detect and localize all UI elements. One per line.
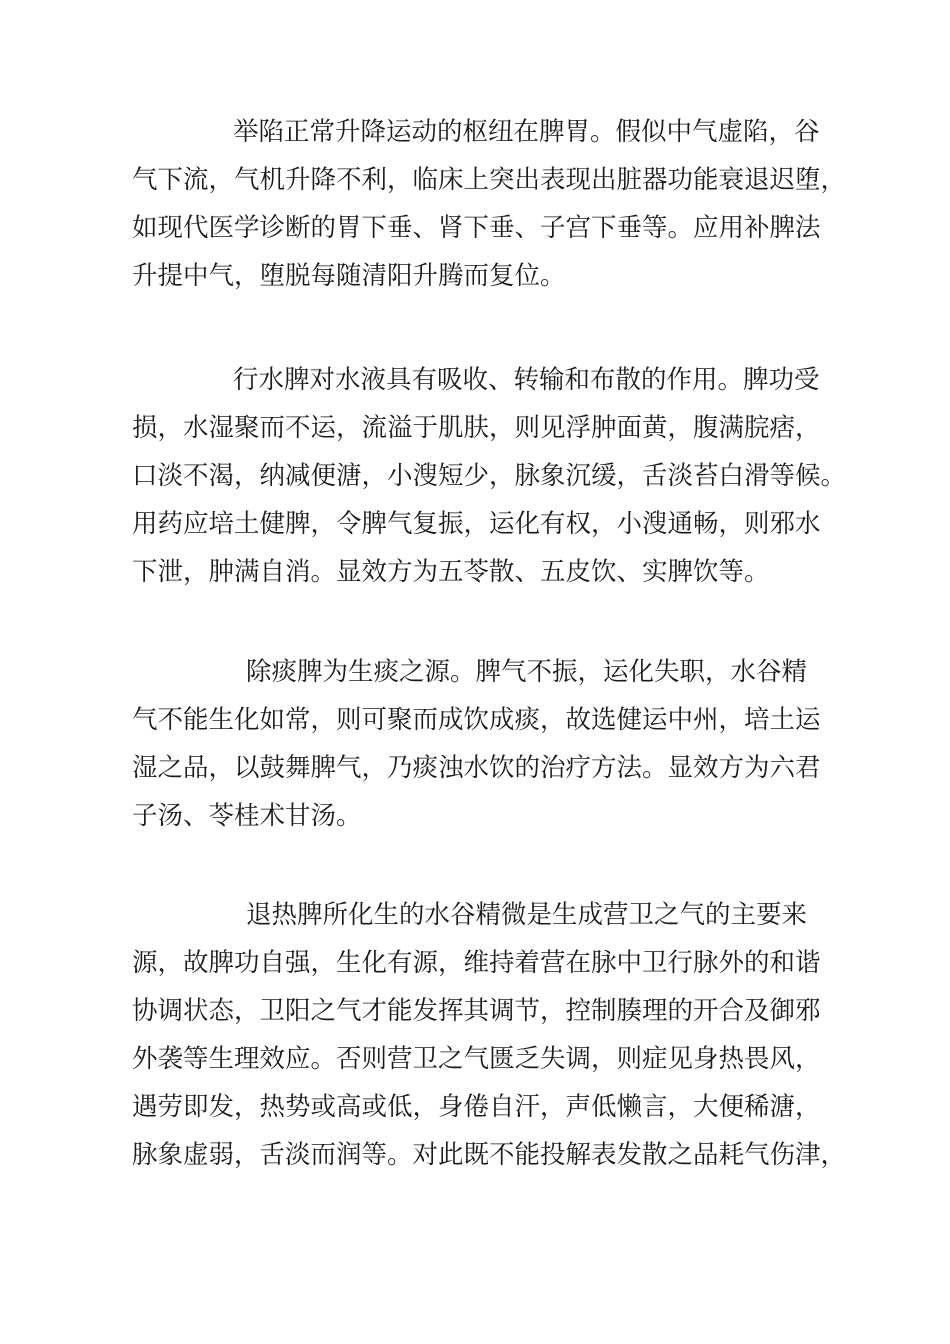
- text-line: 用药应培土健脾，令脾气复振，运化有权，小溲通畅，则邪水: [132, 509, 821, 539]
- text-line: 除痰脾为生痰之源。脾气不振，运化失职，水谷精: [246, 657, 808, 687]
- paragraph-remove-phlegm: [132, 648, 821, 840]
- paragraph-lift-prolapse: [132, 108, 846, 300]
- text-line: 子汤、苓桂术甘汤。: [132, 801, 362, 831]
- text-line: 升提中气，堕脱每随清阳升腾而复位。: [132, 261, 566, 291]
- text-line: 下泄，肿满自消。显效方为五苓散、五皮饮、实脾饮等。: [132, 557, 770, 587]
- text-line: 损，水湿聚而不运，流溢于肌肤，则见浮肿面黄，腹满脘痞，: [132, 413, 821, 443]
- text-line: 外袭等生理效应。否则营卫之气匮乏失调，则症见身热畏风，: [132, 1044, 821, 1074]
- text-line: 湿之品，以鼓舞脾气，乃痰浊水饮的治疗方法。显效方为六君: [132, 753, 821, 783]
- text-line: 遇劳即发，热势或高或低，身倦自汗，声低懒言，大便稀溏，: [132, 1092, 821, 1122]
- text-line: 如现代医学诊断的胃下垂、肾下垂、子宫下垂等。应用补脾法: [132, 213, 821, 243]
- text-line: 退热脾所化生的水谷精微是生成营卫之气的主要来: [246, 900, 808, 930]
- text-line: 口淡不渴，纳减便溏，小溲短少，脉象沉缓，舌淡苔白滑等候。: [132, 461, 847, 491]
- paragraph-reduce-fever: [132, 891, 846, 1179]
- text-line: 行水脾对水液具有吸收、转输和布散的作用。脾功受: [233, 365, 820, 395]
- text-line: 协调状态，卫阳之气才能发挥其调节，控制腠理的开合及御邪: [132, 996, 821, 1026]
- text-line: 脉象虚弱，舌淡而润等。对此既不能投解表发散之品耗气伤津，: [132, 1140, 847, 1170]
- text-line: 源，故脾功自强，生化有源，维持着营在脉中卫行脉外的和谐: [132, 948, 821, 978]
- text-line: 气下流，气机升降不利，临床上突出表现出脏器功能衰退迟堕，: [132, 165, 847, 195]
- text-line: 举陷正常升降运动的枢纽在脾胃。假似中气虚陷，谷: [233, 117, 820, 147]
- text-line: 气不能生化如常，则可聚而成饮成痰，故选健运中州，培土运: [132, 705, 821, 735]
- paragraph-promote-water: [132, 356, 846, 596]
